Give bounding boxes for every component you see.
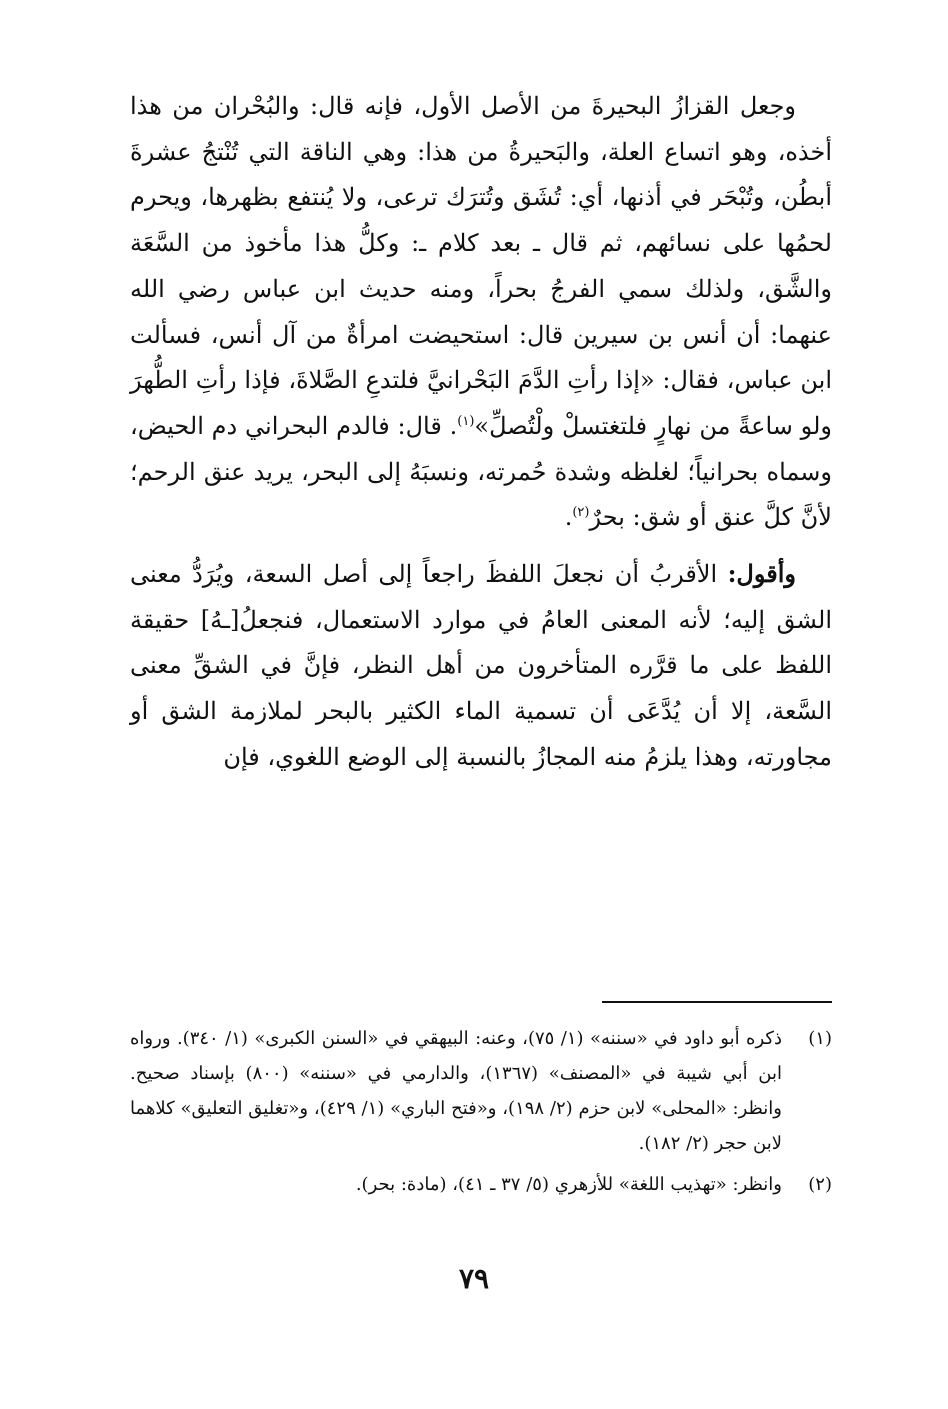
footnote-2-number: (٢) (808, 1174, 832, 1195)
paragraph-1-text: وجعل القزازُ البحيرةَ من الأصل الأول، فإنه قال: والبُحْران من هذا أخذه، وهو اتساع العلة، والبَحيرةُ من هذا: وهي الناقة التي تُنْتجُ عشرةَ أبطُن، وتُبْحَر في أذنها، أي: تُشَق وتُترَك ترعى، ولا يُنتفع بظهرها، ويحرم لحمُها على نسائهم، ثم قال ـ بعد كلام ـ: وكلُّ هذا مأخوذ من السَّعَة والشَّق، ولذلك سمي الفرجُ بحراً، ومنه حديث ابن عباس رضي الله عنهما: أن أنس بن سيرين قال: استحيضت امرأةٌ من آل أنس، فسألت ابن عباس، فقال: «إذا رأتِ الدَّمَ البَحْرانيَّ فلتدعِ الصَّلاةَ، فإذا رأتِ الطُّهرَ ولو ساعةً من نهارٍ فلتغتسلْ ولْتُصلِّ» (130, 92, 833, 440)
paragraph-1-end: . (564, 503, 573, 532)
paragraph-2-text: الأقربُ أن نجعلَ اللفظَ راجعاً إلى أصل السعة، ويُرَدُّ معنى الشق إليه؛ لأنه المعنى العامُ في موارد الاستعمال، فنجعلُ[ـهُ] حقيقة اللفظ على ما قرَّره المتأخرون من أهل النظر، فإنَّ في الشقِّ معنى السَّعة، إلا أن يُدَّعَى أن تسمية الماء الكثير بالبحر لملازمة الشق أو مجاورته، وهذا يلزمُ منه المجازُ بالنسبة إلى الوضع اللغوي، فإن (130, 560, 832, 771)
footnote-2-text: وانظر: «تهذيب اللغة» للأزهري (٥/ ٣٧ ـ ٤١)، (مادة: بحر). (355, 1174, 782, 1195)
main-text (130, 84, 832, 781)
paragraph-2 (130, 551, 832, 781)
paragraph-2-lead: وأقول: (727, 559, 796, 589)
page-number: ٧٩ (458, 1262, 490, 1295)
paragraph-1 (130, 84, 832, 541)
footnote-1-number: (١) (808, 1028, 832, 1049)
footnote-1 (130, 1021, 832, 1161)
footnotes (130, 1021, 832, 1202)
footnote-ref-2: (٢) (572, 505, 590, 521)
footnote-1-text: ذكره أبو داود في «سننه» (١/ ٧٥)، وعنه: البيهقي في «السنن الكبرى» (١/ ٣٤٠). ورواه ابن أبي شيبة في «المصنف» (١٣٦٧)، والدارمي في «سننه» (٨٠٠) بإسناد صحيح. وانظر: «المحلى» لابن حزم (٢/ ١٩٨)، و«فتح الباري» (١/ ٤٢٩)، و«تغليق التعليق» كلاهما لابن حجر (٢/ ١٨٢). (130, 1028, 782, 1154)
paragraph-1-text-cont: . قال: فالدم البحراني دم الحيض، وسماه بحرانياً؛ لغلظه وشدة حُمرته، ونسبَهُ إلى البحر، يريد عنق الرحم؛ لأنَّ كلَّ عنق أو شق: بحرٌ (130, 411, 832, 532)
footnote-2 (130, 1167, 832, 1202)
footnote-separator (602, 1001, 832, 1003)
footnote-ref-1: (١) (457, 413, 475, 429)
